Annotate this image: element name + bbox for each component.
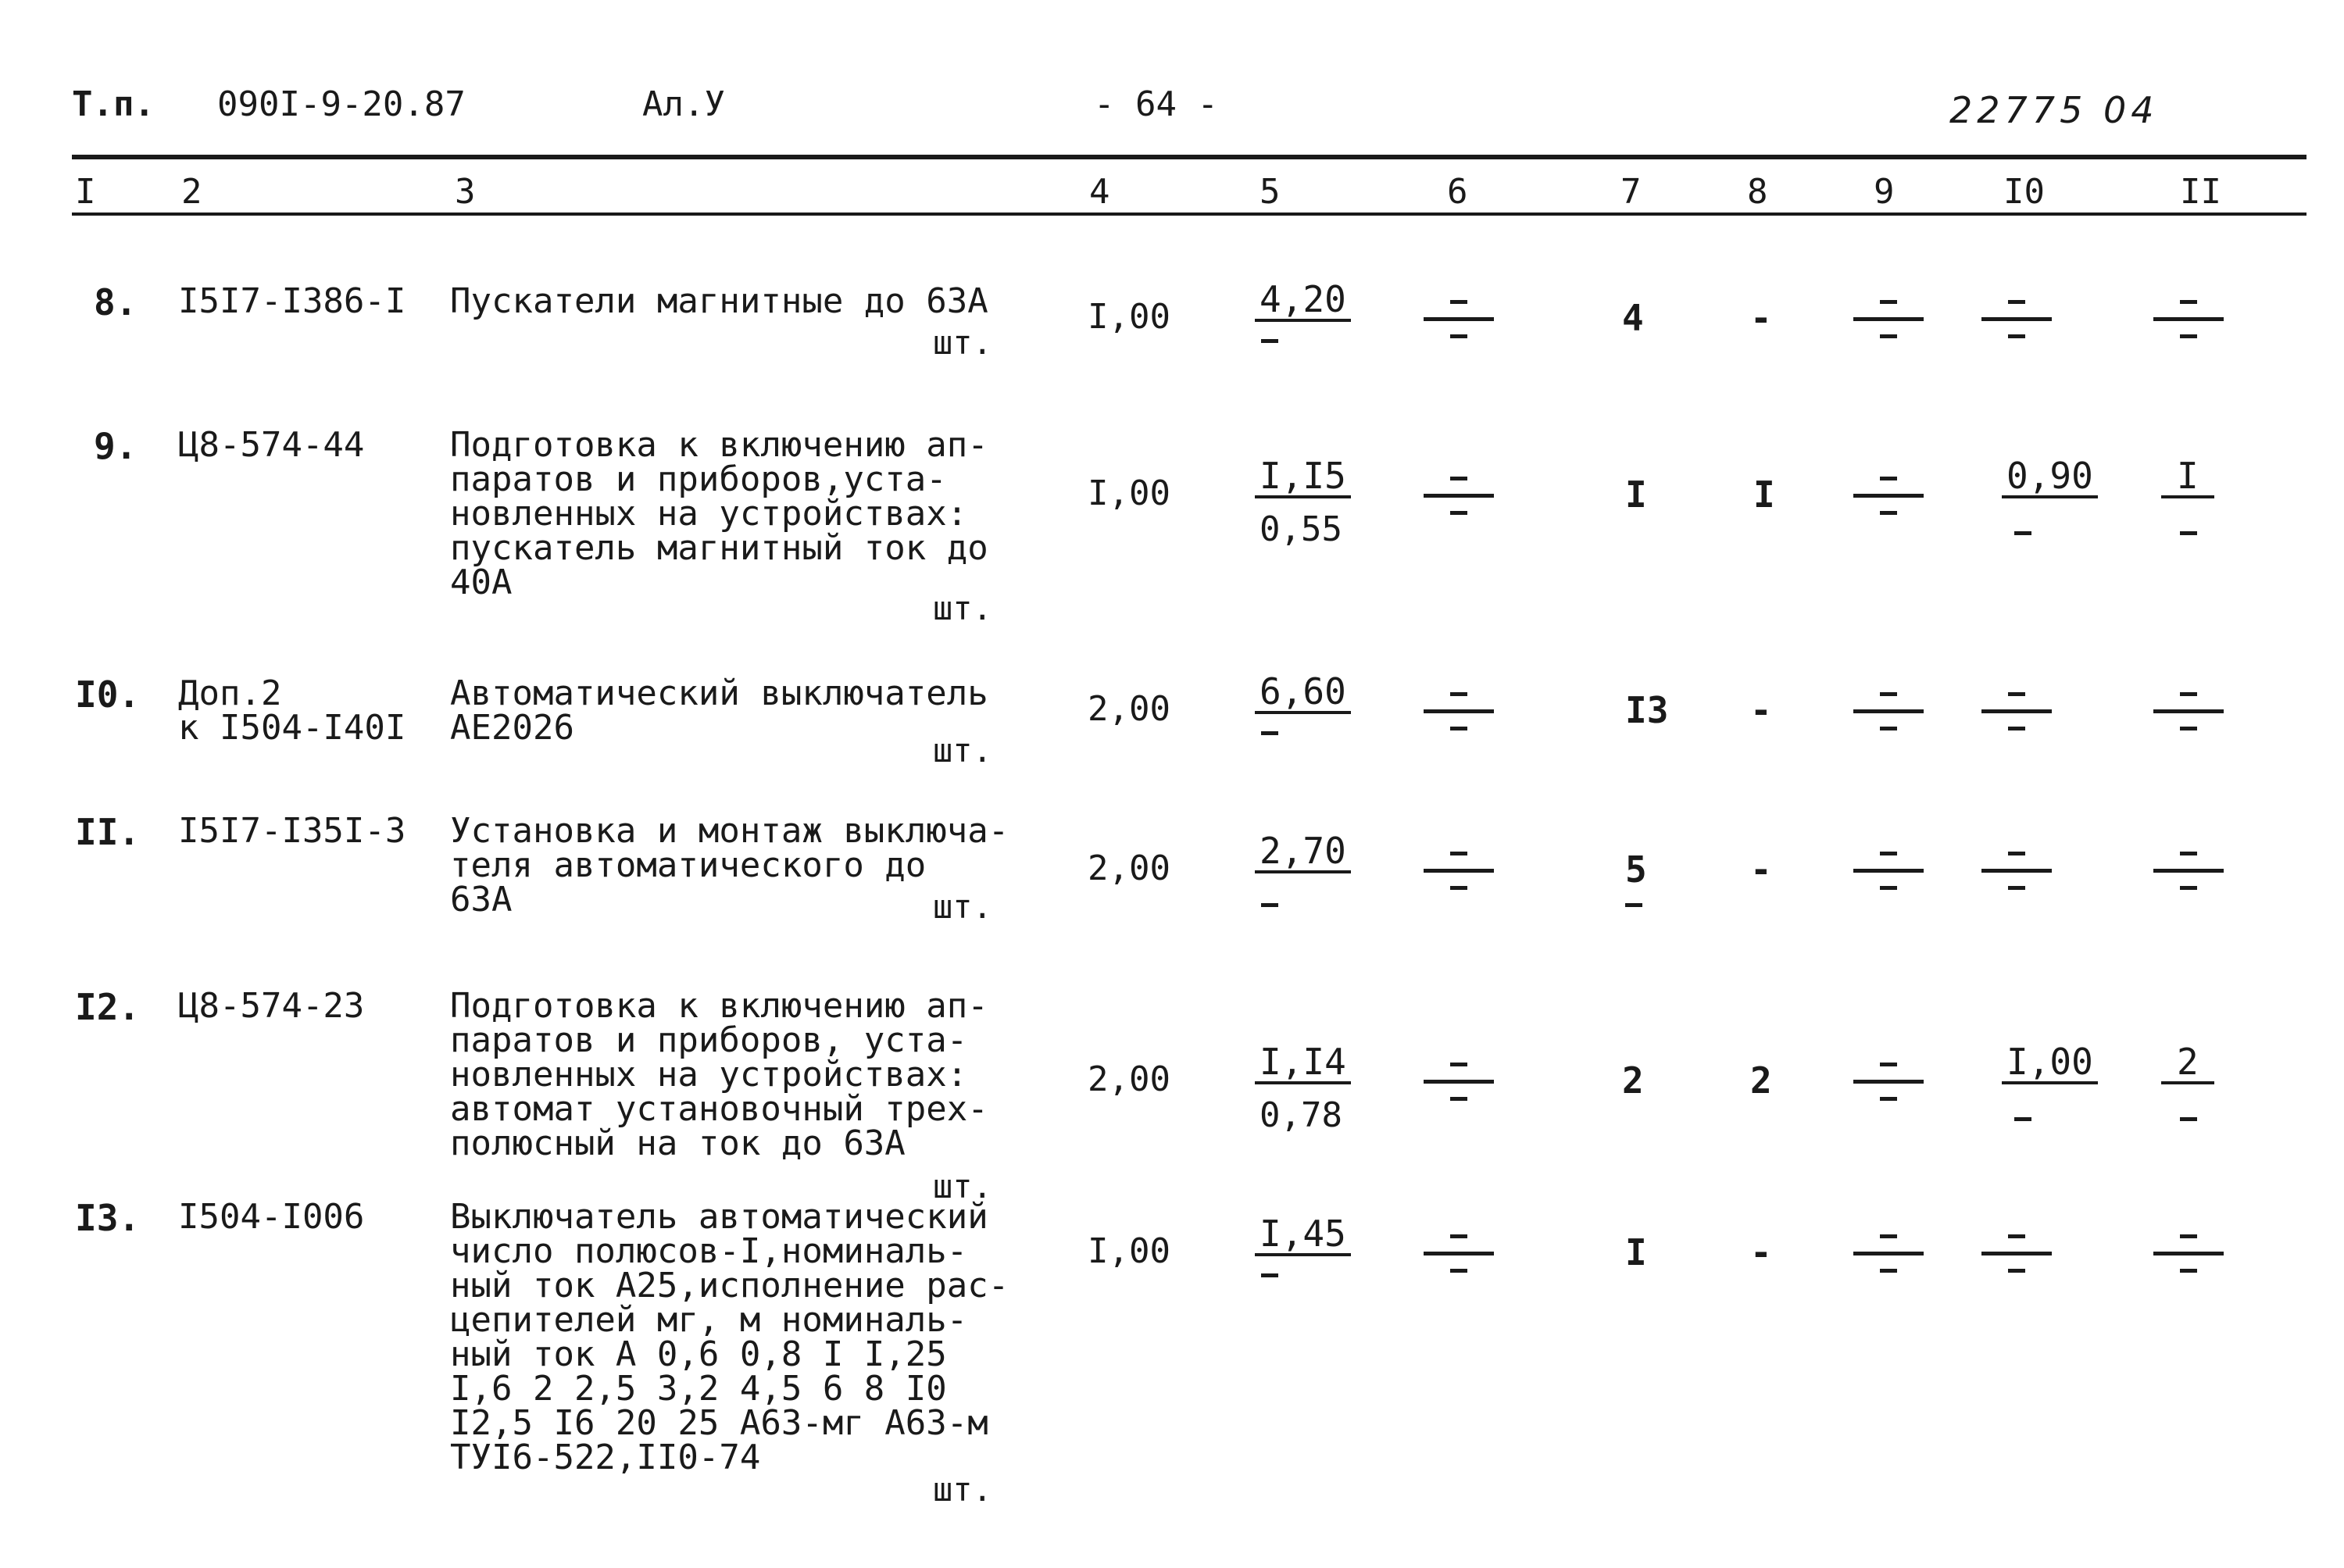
col5-bottom-value: 0,55 <box>1260 509 1342 549</box>
column-header: I0 <box>2003 172 2045 212</box>
row-description: Выключатель автоматический число полюсов-I,номиналь- ный ток А25,исполнение рас- цепителей мг, м номиналь- ный ток А 0,6 0,8 I I,25 I,6 2 2,5 3,2 4,5 6 8 I0 I2,5 I6 20 25 А63-мг А63-м ТУI6-522,II0-74 <box>450 1197 1009 1477</box>
row-unit: шт. <box>933 731 992 770</box>
col8-value: - <box>1750 689 1772 731</box>
row-description: Установка и монтаж выключа- теля автоматического до 63А <box>450 811 1009 920</box>
column-header: 8 <box>1747 172 1768 212</box>
col7-value: I <box>1625 1231 1647 1273</box>
col7-value: 2 <box>1622 1059 1644 1102</box>
row-number: I3. <box>75 1197 141 1239</box>
row-number: 8. <box>94 281 138 323</box>
page-number: - 64 - <box>1094 84 1218 124</box>
col9-empty-fraction <box>1853 845 1924 895</box>
col9-empty-fraction <box>1853 1228 1924 1278</box>
col5-top-value: I,I4 <box>1255 1044 1351 1084</box>
col6-empty-fraction <box>1424 294 1494 344</box>
col4-value: 2,00 <box>1088 848 1170 888</box>
col10-empty-fraction <box>1981 1228 2052 1278</box>
row-description: Подготовка к включению ап- паратов и приборов,уста- новленных на устройствах: пускатель магнитный ток до 40А <box>450 425 988 602</box>
row-number: I2. <box>75 986 141 1028</box>
col5-bottom-value: 0,78 <box>1260 1095 1342 1135</box>
col10-empty-fraction <box>1981 845 2052 895</box>
col6-empty-fraction <box>1424 845 1494 895</box>
col5-top-value: 2,70 <box>1255 833 1351 873</box>
col5-bottom-dash <box>1261 731 1278 735</box>
col6-empty-fraction <box>1424 470 1494 520</box>
col11-empty-fraction <box>2153 1228 2224 1278</box>
column-header: II <box>2180 172 2221 212</box>
col11-empty-fraction <box>2153 294 2224 344</box>
column-header: I <box>75 172 96 212</box>
header-bottom-rule <box>72 213 2306 216</box>
col6-empty-fraction <box>1424 686 1494 736</box>
row-description: Подготовка к включению ап- паратов и приборов, уста- новленных на устройствах: автомат установочный трех- полюсный на ток до 63А <box>450 986 988 1163</box>
col8-value: - <box>1750 1231 1772 1273</box>
row-unit: шт. <box>933 589 992 627</box>
col4-value: I,00 <box>1088 473 1170 513</box>
col4-value: I,00 <box>1088 1231 1170 1271</box>
col11-top-value: 2 <box>2161 1044 2214 1084</box>
col10-bottom-dash <box>2014 1117 2031 1121</box>
row-code: Ц8-574-23 <box>178 986 365 1026</box>
col7-value: 5 <box>1625 848 1647 891</box>
col9-empty-fraction <box>1853 686 1924 736</box>
col5-top-value: 6,60 <box>1255 673 1351 714</box>
col11-empty-fraction <box>2153 845 2224 895</box>
row-code: Ц8-574-44 <box>178 425 365 465</box>
row-number: II. <box>75 811 141 853</box>
col9-empty-fraction <box>1853 294 1924 344</box>
row-code: I5I7-I386-I <box>178 281 406 321</box>
column-header: 7 <box>1620 172 1642 212</box>
col7-bottom-dash <box>1625 903 1642 907</box>
row-unit: шт. <box>933 323 992 362</box>
col11-top-value: I <box>2161 458 2214 498</box>
col9-empty-fraction <box>1853 1056 1924 1106</box>
col4-value: 2,00 <box>1088 1059 1170 1099</box>
col8-value: - <box>1750 297 1772 339</box>
col7-value: I3 <box>1625 689 1669 731</box>
col7-value: I <box>1625 473 1647 516</box>
row-unit: шт. <box>933 1167 992 1205</box>
col10-bottom-dash <box>2014 531 2031 535</box>
col5-top-value: I,I5 <box>1255 458 1351 498</box>
col10-top-value: I,00 <box>2002 1044 2098 1084</box>
row-code: Доп.2 к I504-I40I <box>178 673 406 748</box>
col5-bottom-dash <box>1261 339 1278 343</box>
series-label: Т.п. <box>72 84 155 124</box>
row-number: 9. <box>94 425 138 467</box>
col11-empty-fraction <box>2153 686 2224 736</box>
col10-empty-fraction <box>1981 294 2052 344</box>
row-description: Автоматический выключатель АЕ2026 <box>450 673 988 748</box>
row-code: I5I7-I35I-3 <box>178 811 406 851</box>
column-header: 2 <box>181 172 202 212</box>
col4-value: 2,00 <box>1088 689 1170 729</box>
col10-top-value: 0,90 <box>2002 458 2098 498</box>
row-unit: шт. <box>933 888 992 926</box>
col9-empty-fraction <box>1853 470 1924 520</box>
col7-value: 4 <box>1622 297 1644 339</box>
column-header: 6 <box>1447 172 1468 212</box>
col5-top-value: I,45 <box>1255 1216 1351 1256</box>
row-description: Пускатели магнитные до 63А <box>450 281 988 321</box>
col8-value: I <box>1753 473 1775 516</box>
album-label: Ал.У <box>642 84 725 124</box>
col5-top-value: 4,20 <box>1255 281 1351 322</box>
column-header: 5 <box>1260 172 1281 212</box>
header-top-rule <box>72 155 2306 159</box>
row-code: I504-I006 <box>178 1197 365 1237</box>
column-header: 4 <box>1089 172 1110 212</box>
col8-value: 2 <box>1750 1059 1772 1102</box>
col11-bottom-dash <box>2180 1117 2197 1121</box>
col11-bottom-dash <box>2180 531 2197 535</box>
column-header: 9 <box>1874 172 1895 212</box>
column-header: 3 <box>455 172 476 212</box>
col5-bottom-dash <box>1261 903 1278 907</box>
col6-empty-fraction <box>1424 1228 1494 1278</box>
col10-empty-fraction <box>1981 686 2052 736</box>
col6-empty-fraction <box>1424 1056 1494 1106</box>
document-number: 22775 04 <box>1949 89 2159 131</box>
col8-value: - <box>1750 848 1772 891</box>
project-code: 090I-9-20.87 <box>217 84 466 124</box>
col5-bottom-dash <box>1261 1273 1278 1277</box>
row-number: I0. <box>75 673 141 716</box>
col4-value: I,00 <box>1088 297 1170 337</box>
row-unit: шт. <box>933 1470 992 1509</box>
